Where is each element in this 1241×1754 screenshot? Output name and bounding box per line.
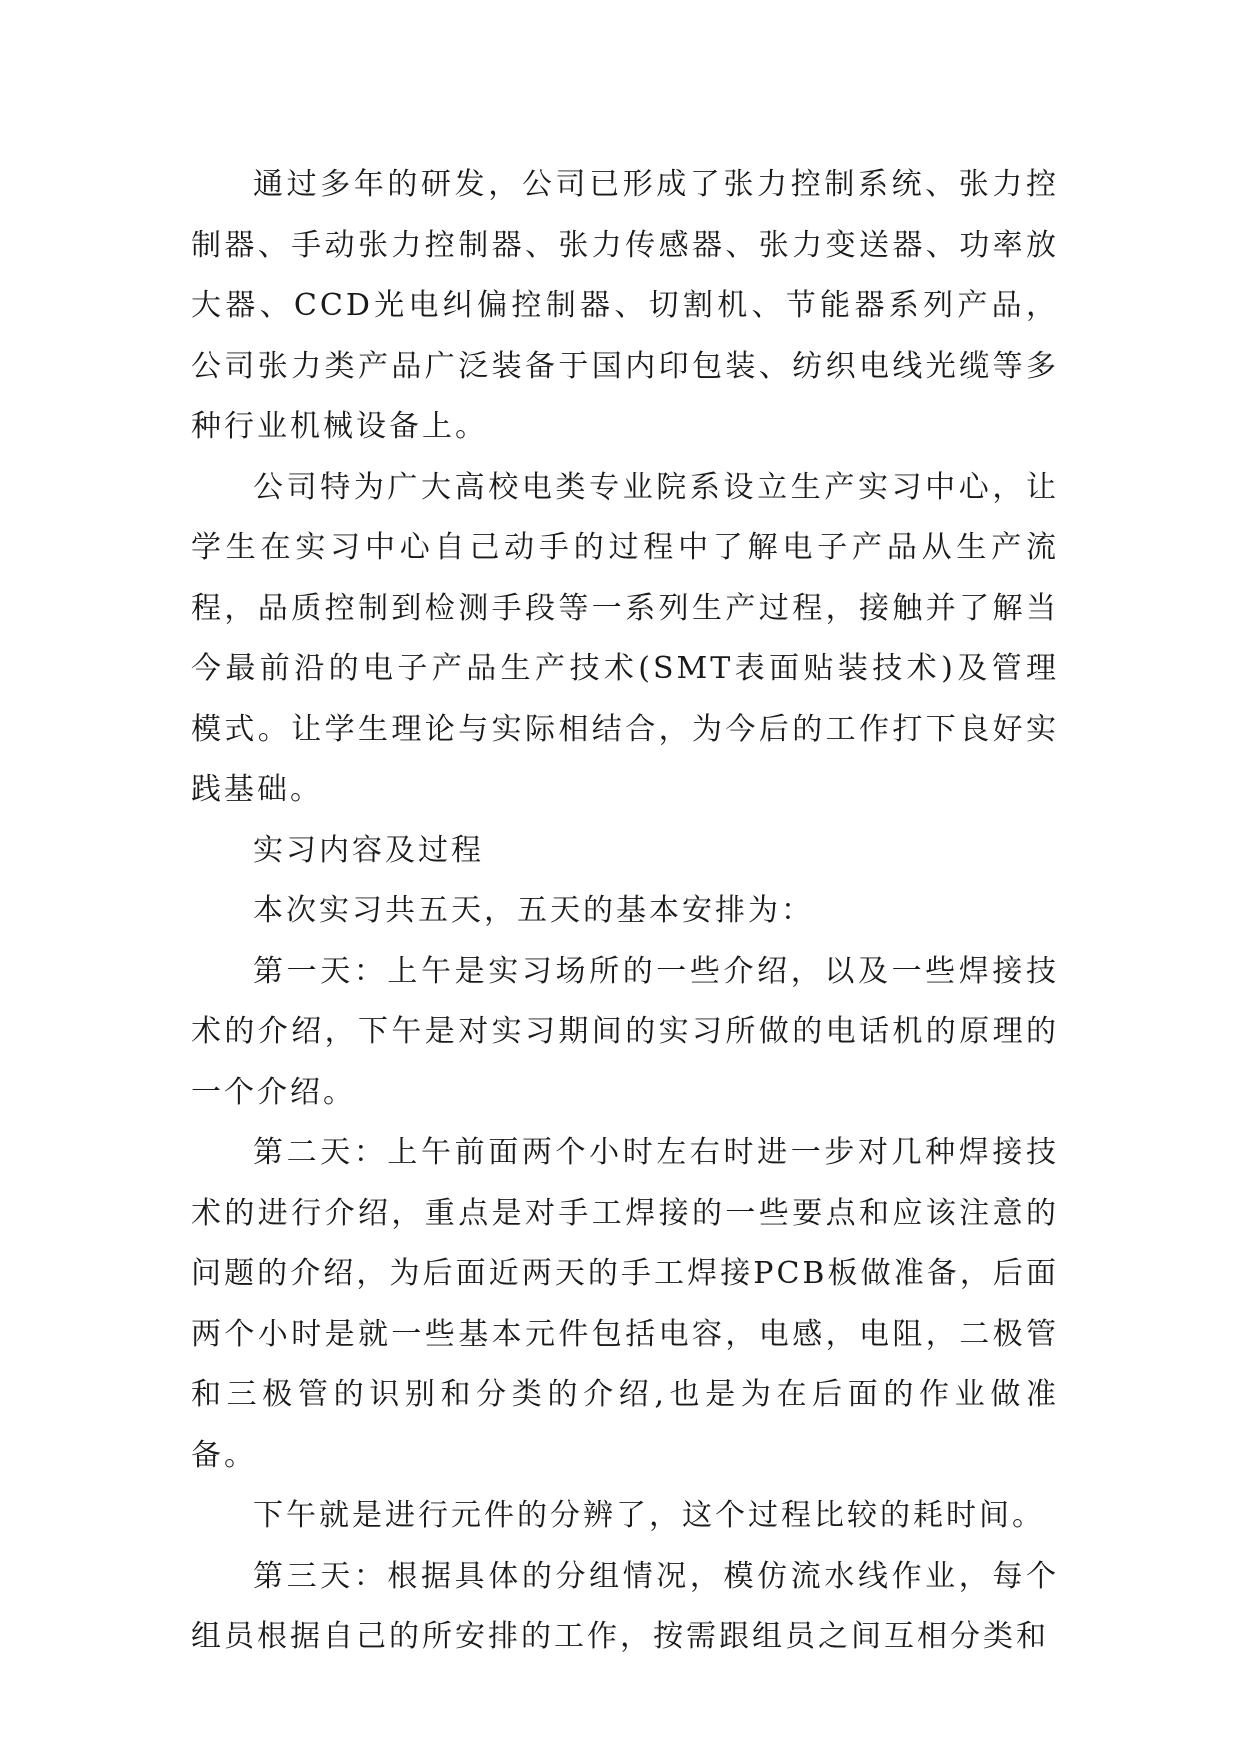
paragraph-day-three: 第三天：根据具体的分组情况，模仿流水线作业，每个组员根据自己的所安排的工作，按需跟组员之间互相分类和 [191,1558,1059,1654]
paragraph-company-products: 通过多年的研发，公司已形成了张力控制系统、张力控制器、手动张力控制器、张力传感器、张力变送器、功率放大器、CCD光电纠偏控制器、切割机、节能器系列产品，公司张力类产品广泛装备于国内印包装、纺织电线光缆等多种行业机械设备上。 [191,167,1059,444]
document-body [191,155,1059,1668]
section-heading-practice-content: 实习内容及过程 [253,832,484,868]
paragraph-day-one: 第一天：上午是实习场所的一些介绍，以及一些焊接技术的介绍，下午是对实习期间的实习所做的电话机的原理的一个介绍。 [191,953,1059,1110]
paragraph-day-two-afternoon: 下午就是进行元件的分辨了，这个过程比较的耗时间。 [253,1498,1045,1533]
paragraph-practice-center: 公司特为广大高校电类专业院系设立生产实习中心，让学生在实习中心自己动手的过程中了解电子产品从生产流程，品质控制到检测手段等一系列生产过程，接触并了解当今最前沿的电子产品生产技术(SMT表面贴装技术)及管理模式。让学生理论与实际相结合，为今后的工作打下良好实践基础。 [191,469,1059,807]
paragraph-day-two: 第二天：上午前面两个小时左右时进一步对几种焊接技术的进行介绍，重点是对手工焊接的一些要点和应该注意的问题的介绍，为后面近两天的手工焊接PCB板做准备，后面两个小时是就一些基本元件包括电容，电感，电阻，二极管和三极管的识别和分类的介绍,也是为在后面的作业做准备。 [191,1135,1059,1473]
paragraph-schedule-intro: 本次实习共五天，五天的基本安排为： [253,893,814,928]
